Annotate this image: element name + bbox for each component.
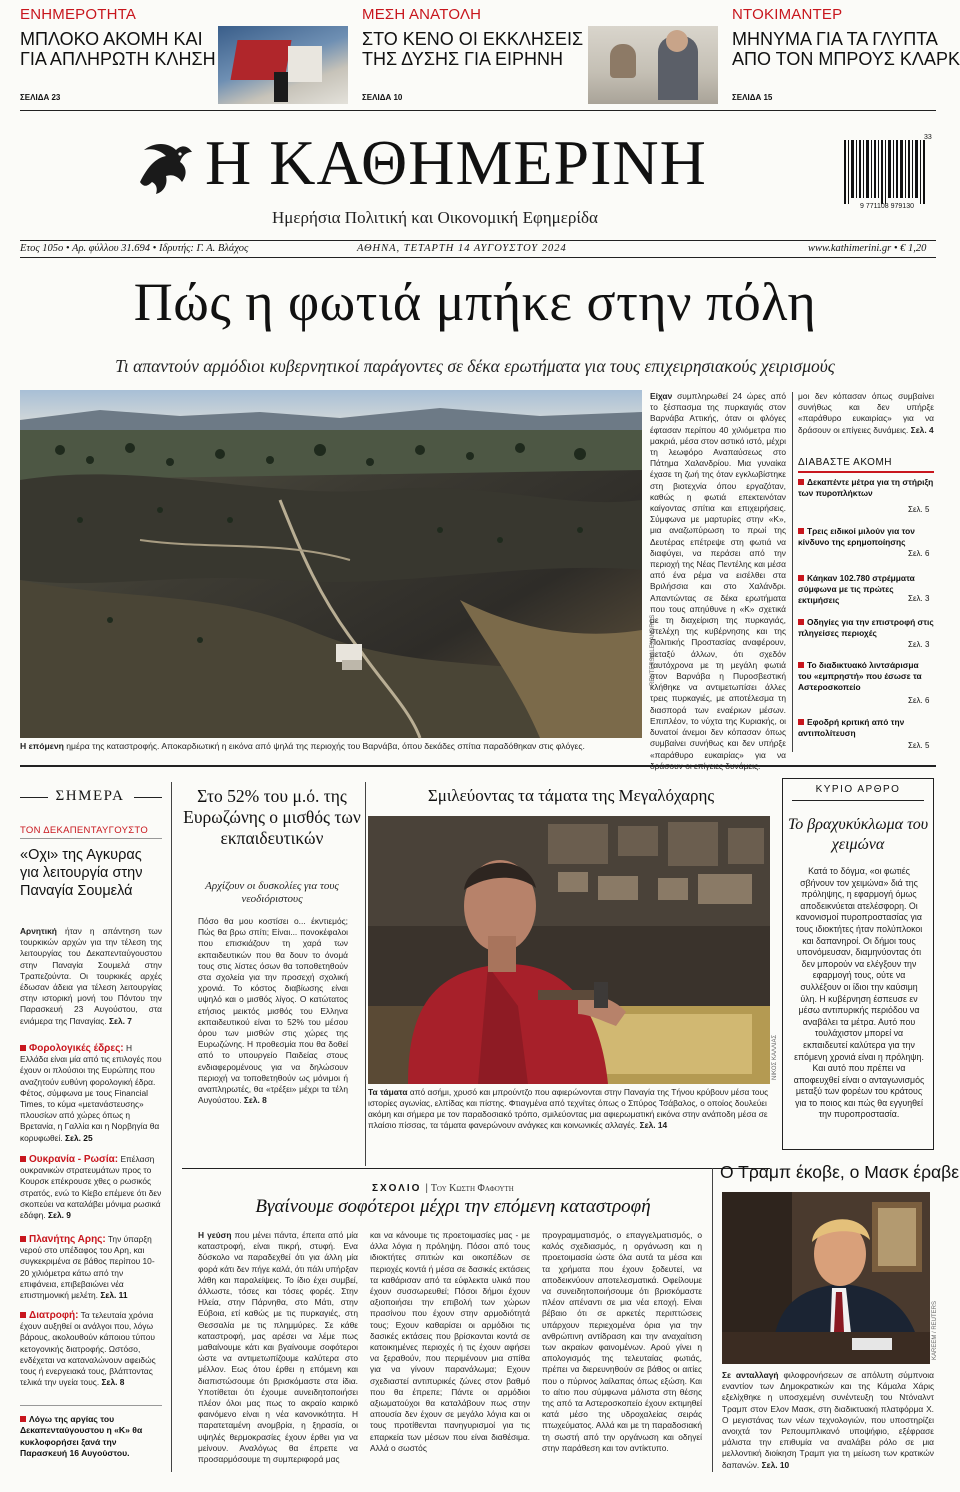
- lead-bottom-rule: [20, 765, 936, 767]
- lead-body-col1: [650, 391, 787, 760]
- commentary-author: Του Κωστη Φαφουτη: [430, 1183, 514, 1194]
- teaser-page: ΣΕΛΙΔΑ 15: [732, 93, 773, 102]
- read-more-page: Σελ. 6: [908, 549, 930, 558]
- teachers-headline[interactable]: Στο 52% του μ.ό. της Ευρωζώνης ο μισθός των εκπαιδευτικών: [183, 786, 361, 848]
- barcode-number: 9 771108 979130: [860, 203, 914, 210]
- editorial-label: ΚΥΡΙΟ ΑΡΘΡΟ: [815, 784, 901, 795]
- bullet-icon: [20, 1045, 26, 1051]
- read-more-item[interactable]: Το διαδικτυακό λιντσάρισμα του «εμπρηστή» που έσωσε τα Αστεροσκοπείο: [798, 660, 922, 692]
- teaser-photo-middle-east: [218, 26, 348, 104]
- teaser-headline[interactable]: ΜΗΝΥΜΑ ΓΙΑ ΤΑ ΓΛΥΠΤΑ: [732, 29, 938, 49]
- web-price[interactable]: www.kathimerini.gr • € 1,20: [808, 243, 927, 254]
- today-title: ΣΗΜΕΡΑ: [55, 788, 125, 804]
- lead-photo-burned-hills: [20, 390, 642, 738]
- today-headline[interactable]: «Οχι» της Αγκυρας για λειτουργία στην Παναγία Σουμελά: [20, 847, 143, 899]
- feature-photo-credit: ΝΙΚΟΣ ΚΑΛΛΙΑΣ: [772, 1034, 778, 1080]
- today-item-tax[interactable]: Φορολογικές έδρες: Η Ελλάδα είναι μία από τις επιλογές που έχουν οι πλούσιοι της Ευρώπης που αναζητούν ευθύνη φορολογική έδρα. Φέτος, σύμφωνα με τους Financial Times, το κύμα «μετανάστευσης» πλουσίων από χώρες όπως η Βρετανία, η Γαλλία και η Νορβηγία θα κορυφωθεί. Σελ. 25: [20, 1043, 162, 1143]
- commentary-headline[interactable]: Βγαίνουμε σοφότεροι μέχρι την επόμενη καταστροφή: [255, 1196, 651, 1217]
- lead-subheadline: Τι απαντούν αρμόδιοι κυβερνητικοί παράγοντες σε δέκα ερωτήματα για τους επιχειρησιακούς χειρισμούς: [115, 356, 835, 376]
- caption-lead: Η επόμενη: [20, 741, 64, 751]
- today-body: Αρνητική ήταν η απάντηση των τουρκικών αρχών για την τέλεση της λειτουργίας του Δεκαπενταύγουστου στην Παναγία Σουμελά στην Τραπεζούντα. Οι τουρκικές αρχές έδωσαν άδεια για τέλεση λειτουργίας στην ιστορική μονή του Πόντου την Παρασκευή 23 Αυγούστου, στα ενιάμερα της Παναγίας. Σελ. 7: [20, 926, 162, 1026]
- lead-headline[interactable]: Πώς η φωτιά μπήκε στην πόλη: [133, 272, 817, 332]
- teaser-category: ΜΕΣΗ ΑΝΑΤΟΛΗ: [362, 6, 482, 23]
- editorial-label-rule: [792, 800, 924, 801]
- lead-body-page: Σελ. 4: [910, 424, 934, 435]
- read-more-page: Σελ. 6: [908, 696, 930, 705]
- read-more-page: Σελ. 5: [908, 505, 930, 514]
- editorial-headline[interactable]: Το βραχυκύκλωμα του χειμώνα: [787, 816, 929, 853]
- read-more-item[interactable]: Οδηγίες για την επιστροφή στις πληγείσες περιοχές: [798, 617, 934, 638]
- lead-photo-credit: REUTERS/ALEXANDROS: [650, 614, 656, 686]
- masthead-title[interactable]: Η ΚΑΘΗΜΕΡΙΝΗ: [205, 127, 707, 198]
- col-divider-right: [712, 1168, 713, 1472]
- feature-photo-craftsman: [368, 816, 770, 1084]
- barcode-issue: 33: [924, 134, 932, 141]
- bullet-icon: [798, 479, 804, 485]
- commentary-label-row: ΣΧΟΛΙΟ | Του Κωστη Φαφουτη: [372, 1183, 514, 1194]
- barcode: [842, 132, 932, 212]
- commentary-label: ΣΧΟΛΙΟ: [372, 1183, 422, 1194]
- teachers-subheadline: Αρχίζουν οι δυσκολίες για τους νεοδιόριστους: [205, 880, 339, 905]
- lead-col-divider: [792, 392, 793, 752]
- today-label-rule: [20, 838, 162, 839]
- bullet-icon: [798, 575, 804, 581]
- lead-body-col2: μοι δεν κόπασαν όπως συμβαίνει συνήθως και δεν υπήρξε «παράθυρο ευκαιρίας» για να δράσουν οι επίγειες δυνάμεις. Σελ. 4: [798, 391, 934, 435]
- bullet-icon: [798, 662, 804, 668]
- commentary-col1: Η γεύση που μένει πάντα, έπειτα από μία καταστροφή, είναι πικρή, στυφή. Ενα δύσκολο να παραδεχθεί ότι για άλλη μία φορά κάτι δεν πήγε καλά, ότι πάλι υπήρξαν λάθη και παραλείψεις. Το ίδιο έχει συμβεί, άλλωστε, τόσες και τόσες φορές. Στην Ηλεία, στην Πάρνηθα, στο Μάτι, στην Εύβοια, ετί καθώς με τις πυρκαγιές, στη Θεσσαλία με τις πλημμύρες. Σε κάθε καταστροφή, μας αρέσει να λέμε πως μαθαίνουμε κάτι και βγαίνουμε σοφότεροι ώστε να αντιμετωπίζουμε καλύτερα στο μέλλον. Εως ότου έρθει η επόμενη και διαπιστώσουμε ότι βρισκόμαστε στα ίδια. Υποτίθεται ότι έχουμε αυνειδητοποιήσει πλέον όλοι μας πως το ακραίο καιρικό φαινόμενο είναι η νέα κανονικότητα. Η παρατεταμένη ανομβρία, η ξηρασία, οι υψηλές θερμοκρασίες έχουν έρθει για να μείνουν. Αναλόγως θα έπρεπε να προσαρμόσουμε τη συμπεριφορά μας: [198, 1230, 358, 1465]
- bullet-icon: [798, 719, 804, 725]
- feature-caption: Τα τάματα από ασήμι, χρυσό και μπρούντζο που αφιερώνονται στην Παναγία της Τήνου κρύβουν μέσα τους ιστορίες αγωνίας, ελπίδας και πίστης. Φτιαγμένα από τεχνίτες όπως ο Σπύρος Τσάβαλος, ο οποίος δουλεύει ακόμη και σήμερα με τον παραδοσιακό τρόπο, σμιλεύοντας μια αφιερωματική εικόνα στην ανάποδη μέσα σε πλαίσιο πίσσας, τα τάματα φανερώνουν ανάγκες και κοινωνικές αλλαγές. Σελ. 14: [368, 1087, 769, 1130]
- teaser-headline[interactable]: ΣΤΟ ΚΕΝΟ ΟΙ ΕΚΚΛΗΣΕΙΣ: [362, 29, 584, 49]
- masthead-rule-bottom: [20, 257, 936, 258]
- read-more-item[interactable]: Δεκαπέντε μέτρα για τη στήριξη των πυροπλήκτων: [798, 477, 934, 498]
- teaser-category: ΝΤΟΚΙΜΑΝΤΕΡ: [732, 6, 843, 23]
- caption-text: ημέρα της καταστροφής. Αποκαρδιωτική η εικόνα από ψηλά της περιοχής του Βαρνάβα, όπου δεκάδες σπίτια παραδόθηκαν στις φλόγες.: [66, 741, 585, 751]
- teachers-body: Πόσο θα μου κοστίσει ο... έκντιεμός; Πώς θα βρω σπίτι; Είναι... πονοκέφαλοι που επισκιάζουν τη χαρά των εκπαιδευτικών που θα δουν το όνομά τους στις λίστες όσων θα τοποθετηθούν στα σχολεία για την προσεχή σχολική χρονιά. Το κόστος διαβίωσης είναι υψηλό και ο μισθός λίγος. Ο κατώτατος ετήσιος μεικτός μισθός του Ελληνα εκπαιδευτικού είναι το 52% του μέσου όρου των μισθών στις χώρες της Ευρωζώνης. Η προθεσμία που θα δοθεί από το υπουργείο Παιδείας στους ενδιαφερομένους για να δηλώσουν περιοχή να τοποθετηθούν ως μόνιμοι ή αναπληρωτές, θα «τρέξει» μέχρι τα τέλη Αυγούστου. Σελ. 8: [198, 916, 348, 1106]
- commentary-col2: και να κάνουμε τις προετοιμασίες μας - με άλλα λόγια η πρόληψη. Πόσοι από τους ιδιοκτήτες σπιτιών και οικοπέδων σε περιοχές κοντά ή μέσα σε δασικές εκτάσεις τα καθάρισαν από τα εύφλεκτα υλικά που έχουν συσσωρευθεί; Πόσοι δήμοι έχουν αξιοποιήσει την επιβολή των χώρων πρασίνου που έχουν στην αρμοδιότητά τους; Εχουν καθαρίσει οι αρμόδιοι τις δασικές εκτάσεις που βρίσκονται κοντά σε κατοικημένες περιοχές ή τις έχουν αφήσει να ξεραθούν, που περιμένουν μια σπίθα για να γίνουν παρανάλωμα; Εχουν σχεδιαστεί αντιπυρικές ζώνες στον βαθμό που θα έπρεπε; Πάντε οι αρμόδιοι αξιωματούχοι θα καταλάβουν πως στην απουσία δεν έχουν σε μεγάλο λόγια και οι τους προτίθενται πανηγυρισμοί για τις επαρκεία των μέσων που είναι διαθέσιμα. Αλλά ο σωστός: [370, 1230, 530, 1453]
- today-title-rule-right: [134, 797, 162, 798]
- bullet-icon: [20, 1312, 26, 1318]
- commentary-col3: προγραμματισμός, ο επαγγελματισμός, ο καλός σχεδιασμός, η οργάνωση και η προετοιμασία ώστε όλα αυτά τα μέσα και τα χρήματα που έχουν ξοδευτεί, να αποδεικνύουν αποτελεσματικά. Οφείλουμε να συνειδητοποιήσουμε ότι βρισκόμαστε πλέον απέναντι σε μια νέα εποχή. Είναι βέβαιο ότι σε αρκετές περιπτώσεις υπάρχουν περιεχομένα όρια για την ανθρώπινη αντίδραση και την αναχαίτιση των ακραίων φαινομένων. Αρού γίνει η απολογισμός της τελευταίας φωτιάς, πρέπει να διερευνηθούν σε βάθος οι αιτίες που ο πύρινος λαίλαπας όπως εξώση. Και το αίτιο που σύμφωνα μάλιστα στη θέσης της από τα Αστεροσκοπείο έχουν εκτιμηθεί κατά μέσο της υδροχαλείας σειράς πτωχεύματος. Αλλά και με τη παραδοσιακή τη σωστή από την οργάνωση και οδηγεί στην παράθεση και τον αντίκτυπο.: [542, 1230, 702, 1453]
- col-divider-mid: [365, 782, 366, 1166]
- lead-body-lead: Είχαν: [650, 391, 673, 401]
- today-item-ukraine[interactable]: Ουκρανία - Ρωσία: Επέλαση ουκρανικών στρατευμάτων προς το Κουρσκ επέκρουσε χθες ο ρωσικός στρατός, ενώ το Κίεβο επέμενε ότι δεν σκοπεύει να καταλάβει μόνιμα ρωσικά εδάφη. Σελ. 9: [20, 1154, 162, 1221]
- lead-photo-caption: [20, 741, 642, 752]
- bullet-icon: [798, 619, 804, 625]
- teaser-photo-documenta: [588, 26, 718, 104]
- teaser-headline[interactable]: ΑΠΟ ΤΟΝ ΜΠΡΟΥΣ ΚΛΑΡΚ: [732, 49, 960, 69]
- teaser-headline[interactable]: ΜΠΛΟΚΟ ΑΚΟΜΗ ΚΑΙ: [20, 29, 203, 49]
- read-more-page: Σελ. 3: [908, 594, 930, 603]
- teaser-category: ΕΝΗΜΕΡΟΤΗΤΑ: [20, 6, 137, 23]
- teaser-page: ΣΕΛΙΔΑ 10: [362, 93, 403, 102]
- editorial-body: Κατά το δόγμα, «οι φωτιές σβήνουν τον χειμώνα» διά της πρόληψης, η εφαρμογή όμως αποδεικνύεται ατελέσφορη. Οι κανονισμοί πυροπροστασίας για τους ιδιοκτήτες ήταν πολύπλοκοι και δαπανηροί. Οι δήμοι τους υπονόμευσαν, διαμηνύοντας ότι δεν μπορούν να ελέγξουν την εφαρμογή τους, ούτε να συλλέξουν οι ίδιοι την καύσιμη ύλη. Η κυβέρνηση έσπευσε εν μέσω αντιπυρικής περιόδου να αναβάλει τα μέτρα. Αυτό που τουλάχιστον μπορεί να εκπαιδευτεί καλύτερα για την επόμενη χρονιά είναι η πρόληψη. Και αυτό που πρέπει να αποφευχθεί είναι ο ανταγωνισμός μεταξύ των φορέων του κράτους για το ποιος και πώς θα εγγυηθεί την πυροπροστασία.: [793, 866, 925, 1120]
- read-more-item[interactable]: Εφοδρή κριτική από την αντιπολίτευση: [798, 717, 905, 738]
- bullet-icon: [20, 1156, 26, 1162]
- date-line: ΑΘΗΝΑ, ΤΕΤΑΡΤΗ 14 ΑΥΓΟΥΣΤΟΥ 2024: [357, 243, 567, 254]
- trump-headline[interactable]: Ο Τραμπ έκοβε, ο Μασκ έραβε: [720, 1162, 960, 1182]
- lead-body-text: συμπληρωθεί 24 ώρες από το ξέσπασμα της πυρκαγιάς στον Βαρνάβα Αττικής, όταν οι φλόγες έφτασαν περίπου 40 χιλιόμετρα πιο μακριά, μέσα στον αστικό ιστό, μέχρι τη λεωφόρο Αναπαύσεως στο Πάτημα Χαλανδρίου. Μια γυναίκα έχασε τη ζωή της όταν εγκλωβίστηκε στη βιοτεχνία όπου εργαζόταν, καθώς η φωτιά επεκτεινόταν καίγοντας σπίτια και επιχειρήσεις. Σύμφωνα με μαρτυρίες στην «Κ», μια αναζωπύρωση το πρωί της Δευτέρας επέτρεψε στη φωτιά να διαφύγει, να περάσει από την περιοχή της Νέας Πεντέλης και μέσα από ένα ρέμα να εισέλθει στα Βριλήσσια και στο Χαλάνδρι. Απαντώντας σε δέκα ερωτήματα που τους απηύθυνε η «Κ» σχετικά με τη διαχείριση της πυρκαγιάς, στελέχη της κυβέρνησης και της Πολιτικής Προστασίας αναφέρουν, μεταξύ άλλων, ότι σχεδόν ταυτόχρονα με τη μεγάλη φωτιά στον Βαρνάβα η Πυροσβεστική κλήθηκε να αντιμετωπίσει άλλες τρεις πυρκαγιές, με αποτέλεσμα τη διασπορά των εναέριων μέσων. Επιπλέον, το νύχτα της Κυριακής, οι δυνατοί άνεμοι δεν κόπασαν όπως συμβαίνει συνήθως και δεν υπήρξε «παράθυρο ευκαιρίας» για να: [650, 391, 787, 760]
- issue-info: Ετος 105ο • Αρ. φύλλου 31.694 • Ιδρυτής: Γ. Α. Βλάχος: [20, 243, 249, 254]
- read-more-item[interactable]: Τρεις ειδικοί μιλούν για τον κίνδυνο της ερημοποίησης: [798, 526, 915, 547]
- read-more-title: ΔΙΑΒΑΣΤΕ ΑΚΟΜΗ: [798, 457, 893, 468]
- feature-headline[interactable]: Σμιλεύοντας τα τάματα της Μεγαλόχαρης: [427, 786, 715, 805]
- today-date-label: ΤΟΝ ΔΕΚΑΠΕΝΤΑΥΓΟΥΣΤΟ: [20, 825, 149, 836]
- today-item-diet[interactable]: Διατροφή: Τα τελευταία χρόνια έχουν αυξηθεί οι ανάλγοι που, λόγω βάρους, ακολουθούν κάποιου τύπου κετογονικής διατροφής. Ωστόσο, ενδέχεται να καταναλώνουν αφειδώς τους ή ενεργειακά τους, βλάπτοντας τελικά την υγεία τους. Σελ. 8: [20, 1310, 156, 1388]
- top-divider: [20, 110, 936, 111]
- teaser-headline[interactable]: ΓΙΑ ΑΠΛΗΡΩΤΗ ΚΛΗΣΗ: [20, 49, 216, 69]
- griffin-logo-icon: [130, 136, 196, 198]
- trump-caption: Σε ανταλλαγή φιλοφρονήσεων σε απόλυτη σύμπνοια εναντίον των Δημοκρατικών και της Κάμαλα Χάρις εξελίχθηκε η υποσχεμένη συνέντευξη του Ντόναλντ Τραμπ στον Ελον Μασκ, στη διαδικτυακή πλατφόρμα Χ. Ο μεγιστάνας των νέων τεχνολογιών, που υποστηρίζει ανοιχτά τον Ρεπουμπλικανό υποψήφιο, εξέφρασε μάλιστα την επιθυμία να αναλάβει ρόλο σε μια μελλοντική διοίκηση Τραμπ για τη μείωση των κρατικών δαπανών. Σελ. 10: [722, 1370, 934, 1470]
- masthead-rule-top: [20, 240, 936, 241]
- teaser-page: ΣΕΛΙΔΑ 23: [20, 93, 61, 102]
- masthead-subtitle: Ημερήσια Πολιτική και Οικονομική Εφημερίδα: [272, 208, 598, 227]
- today-notice: Λόγω της αργίας του Δεκαπενταύγουστου η «Κ» θα κυκλοφορήσει ξανά την Παρασκευή 16 Αυγούστου.: [20, 1414, 143, 1459]
- trump-photo: [722, 1192, 930, 1364]
- bullet-icon: [798, 528, 804, 534]
- today-title-rule-left: [20, 797, 48, 798]
- read-more-page: Σελ. 5: [908, 741, 930, 750]
- bullet-icon: [20, 1236, 26, 1242]
- read-more-item[interactable]: Κάηκαν 102.780 στρέμματα σύμφωνα με τις πρώτες εκτιμήσεις: [798, 573, 915, 605]
- bullet-icon: [20, 1416, 26, 1422]
- teaser-headline[interactable]: ΤΗΣ ΔΥΣΗΣ ΓΙΑ ΕΙΡΗΝΗ: [362, 49, 564, 69]
- trump-photo-credit: KAREEM / REUTERS: [932, 1300, 938, 1360]
- today-item-mars[interactable]: Πλανήτης Αρης: Την ύπαρξη νερού στο υπέδαφος του Αρη, και συγκεκριμένα σε βάθος περίπου 10-20 χιλιόμετρα κάτω από την επιφάνεια, επιβεβαιώνει νέα επιστημονική μελέτη. Σελ. 11: [20, 1234, 155, 1301]
- commentary-top-rule: [182, 1168, 770, 1169]
- col-divider-left: [171, 782, 172, 1472]
- read-more-rule: [798, 471, 934, 473]
- notice-rule: [20, 1405, 162, 1406]
- read-more-page: Σελ. 3: [908, 640, 930, 649]
